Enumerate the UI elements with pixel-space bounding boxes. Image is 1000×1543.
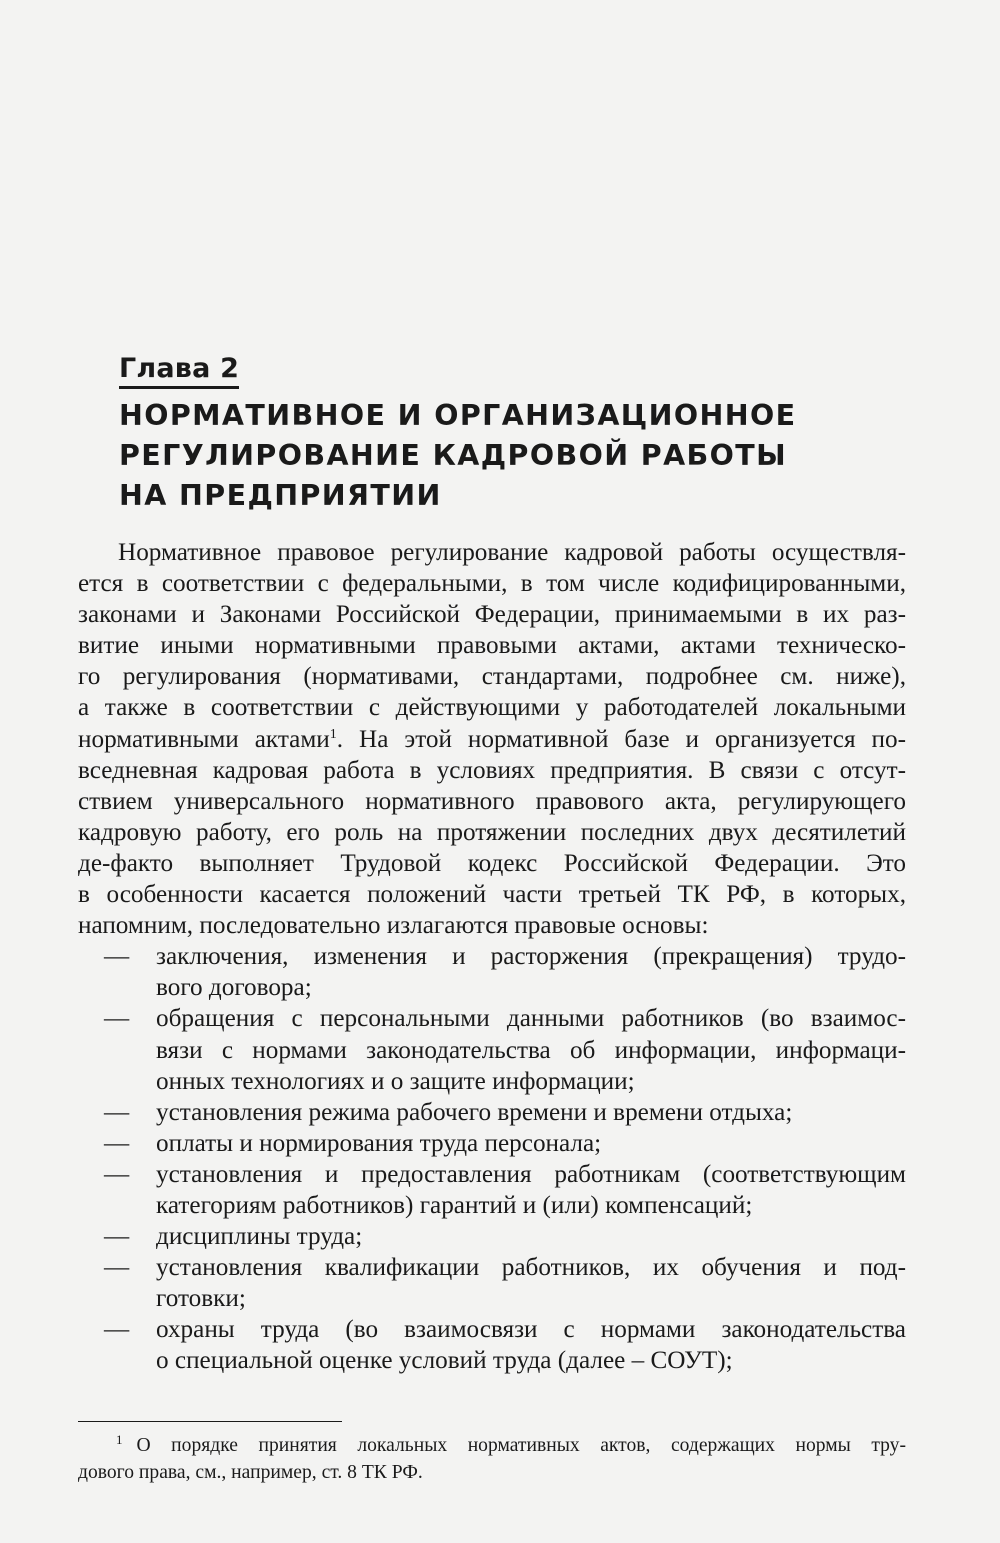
bulleted-list	[78, 941, 906, 1376]
chapter-title	[119, 396, 899, 516]
paragraph-line: ется в соответствии с федеральными, в том числе кодифицированными,	[78, 570, 906, 598]
list-item-line: оплаты и нормирования труда персонала;	[156, 1129, 602, 1157]
footnote-divider	[78, 1421, 342, 1422]
body-text	[78, 537, 906, 1377]
dash-bullet: —	[104, 1316, 130, 1344]
footnote-marker: 1	[116, 1432, 123, 1447]
paragraph-line: де-факто выполняет Трудовой кодекс Российской Федерации. Это	[78, 849, 906, 877]
list-item-line: категориям работников) гарантий и (или) компенсаций;	[156, 1191, 753, 1219]
paragraph-text: нормативными актами	[78, 725, 330, 753]
chapter-title-line: НА ПРЕДПРИЯТИИ	[119, 479, 442, 512]
paragraph-line: ствием универсального нормативного правового акта, регулирующего	[78, 787, 906, 815]
dash-bullet: —	[104, 1098, 130, 1126]
list-item-line: установления режима рабочего времени и времени отдыха;	[156, 1098, 793, 1126]
dash-bullet: —	[104, 943, 130, 971]
list-item	[78, 941, 906, 1003]
chapter-title-line: РЕГУЛИРОВАНИЕ КАДРОВОЙ РАБОТЫ	[119, 439, 788, 472]
paragraph-line: законами и Законами Российской Федерации, принимаемыми в их раз-	[78, 601, 906, 629]
list-item	[78, 1252, 906, 1314]
footnote-text: О порядке принятия локальных нормативных актов, содержащих нормы тру-	[136, 1435, 906, 1456]
list-item	[78, 1097, 906, 1128]
list-item-line: о специальной оценке условий труда (далее – СОУТ);	[156, 1347, 733, 1375]
dash-bullet: —	[104, 1160, 130, 1188]
paragraph-line: в особенности касается положений части третьей ТК РФ, в которых,	[78, 881, 906, 909]
paragraph-line: а также в соответствии с действующими у работодателей локальными	[78, 694, 906, 722]
footnote	[78, 1432, 906, 1486]
list-item	[78, 1159, 906, 1221]
chapter-title-line: НОРМАТИВНОЕ И ОРГАНИЗАЦИОННОЕ	[119, 399, 797, 432]
dash-bullet: —	[104, 1005, 130, 1033]
chapter-label: Глава 2	[119, 352, 239, 389]
dash-bullet: —	[104, 1223, 130, 1251]
list-item-line: обращения с персональными данными работников (во взаимос-	[156, 1005, 906, 1033]
paragraph-line: кадровую работу, его роль на протяжении последних двух десятилетий	[78, 818, 906, 846]
list-item-line: установления и предоставления работникам (соответствующим	[156, 1160, 906, 1188]
paragraph-line: витие иными нормативными правовыми актами, актами техническо-	[78, 632, 906, 660]
footnote-reference[interactable]: 1	[329, 726, 337, 742]
list-item-line: установления квалификации работников, их обучения и под-	[156, 1254, 906, 1282]
dash-bullet: —	[104, 1129, 130, 1157]
footnote-line	[78, 1432, 906, 1459]
list-item-line: вого договора;	[156, 974, 312, 1002]
list-item	[78, 1003, 906, 1096]
footnote-line: дового права, см., например, ст. 8 ТК РФ.	[78, 1462, 423, 1483]
dash-bullet: —	[104, 1254, 130, 1282]
intro-paragraph	[78, 537, 906, 941]
list-item	[78, 1128, 906, 1159]
list-item-line: вязи с нормами законодательства об информации, информаци-	[156, 1036, 906, 1064]
list-item-line: охраны труда (во взаимосвязи с нормами законодательства	[156, 1316, 906, 1344]
paragraph-line: го регулирования (нормативами, стандартами, подробнее см. ниже),	[78, 663, 906, 691]
paragraph-line: вседневная кадровая работа в условиях предприятия. В связи с отсут-	[78, 756, 906, 784]
list-item	[78, 1314, 906, 1376]
paragraph-line: Нормативное правовое регулирование кадровой работы осуществля-	[118, 539, 906, 566]
paragraph-line: напомним, последовательно излагаются правовые основы:	[78, 912, 709, 940]
list-item-line: готовки;	[156, 1285, 246, 1313]
list-item-line: дисциплины труда;	[156, 1223, 363, 1251]
paragraph-line-with-footnote	[78, 724, 906, 755]
list-item-line: заключения, изменения и расторжения (прекращения) трудо-	[156, 943, 906, 971]
paragraph-text: . На этой нормативной базе и организуется по-	[336, 725, 906, 753]
list-item-line: онных технологиях и о защите информации;	[156, 1067, 635, 1095]
list-item	[78, 1221, 906, 1252]
